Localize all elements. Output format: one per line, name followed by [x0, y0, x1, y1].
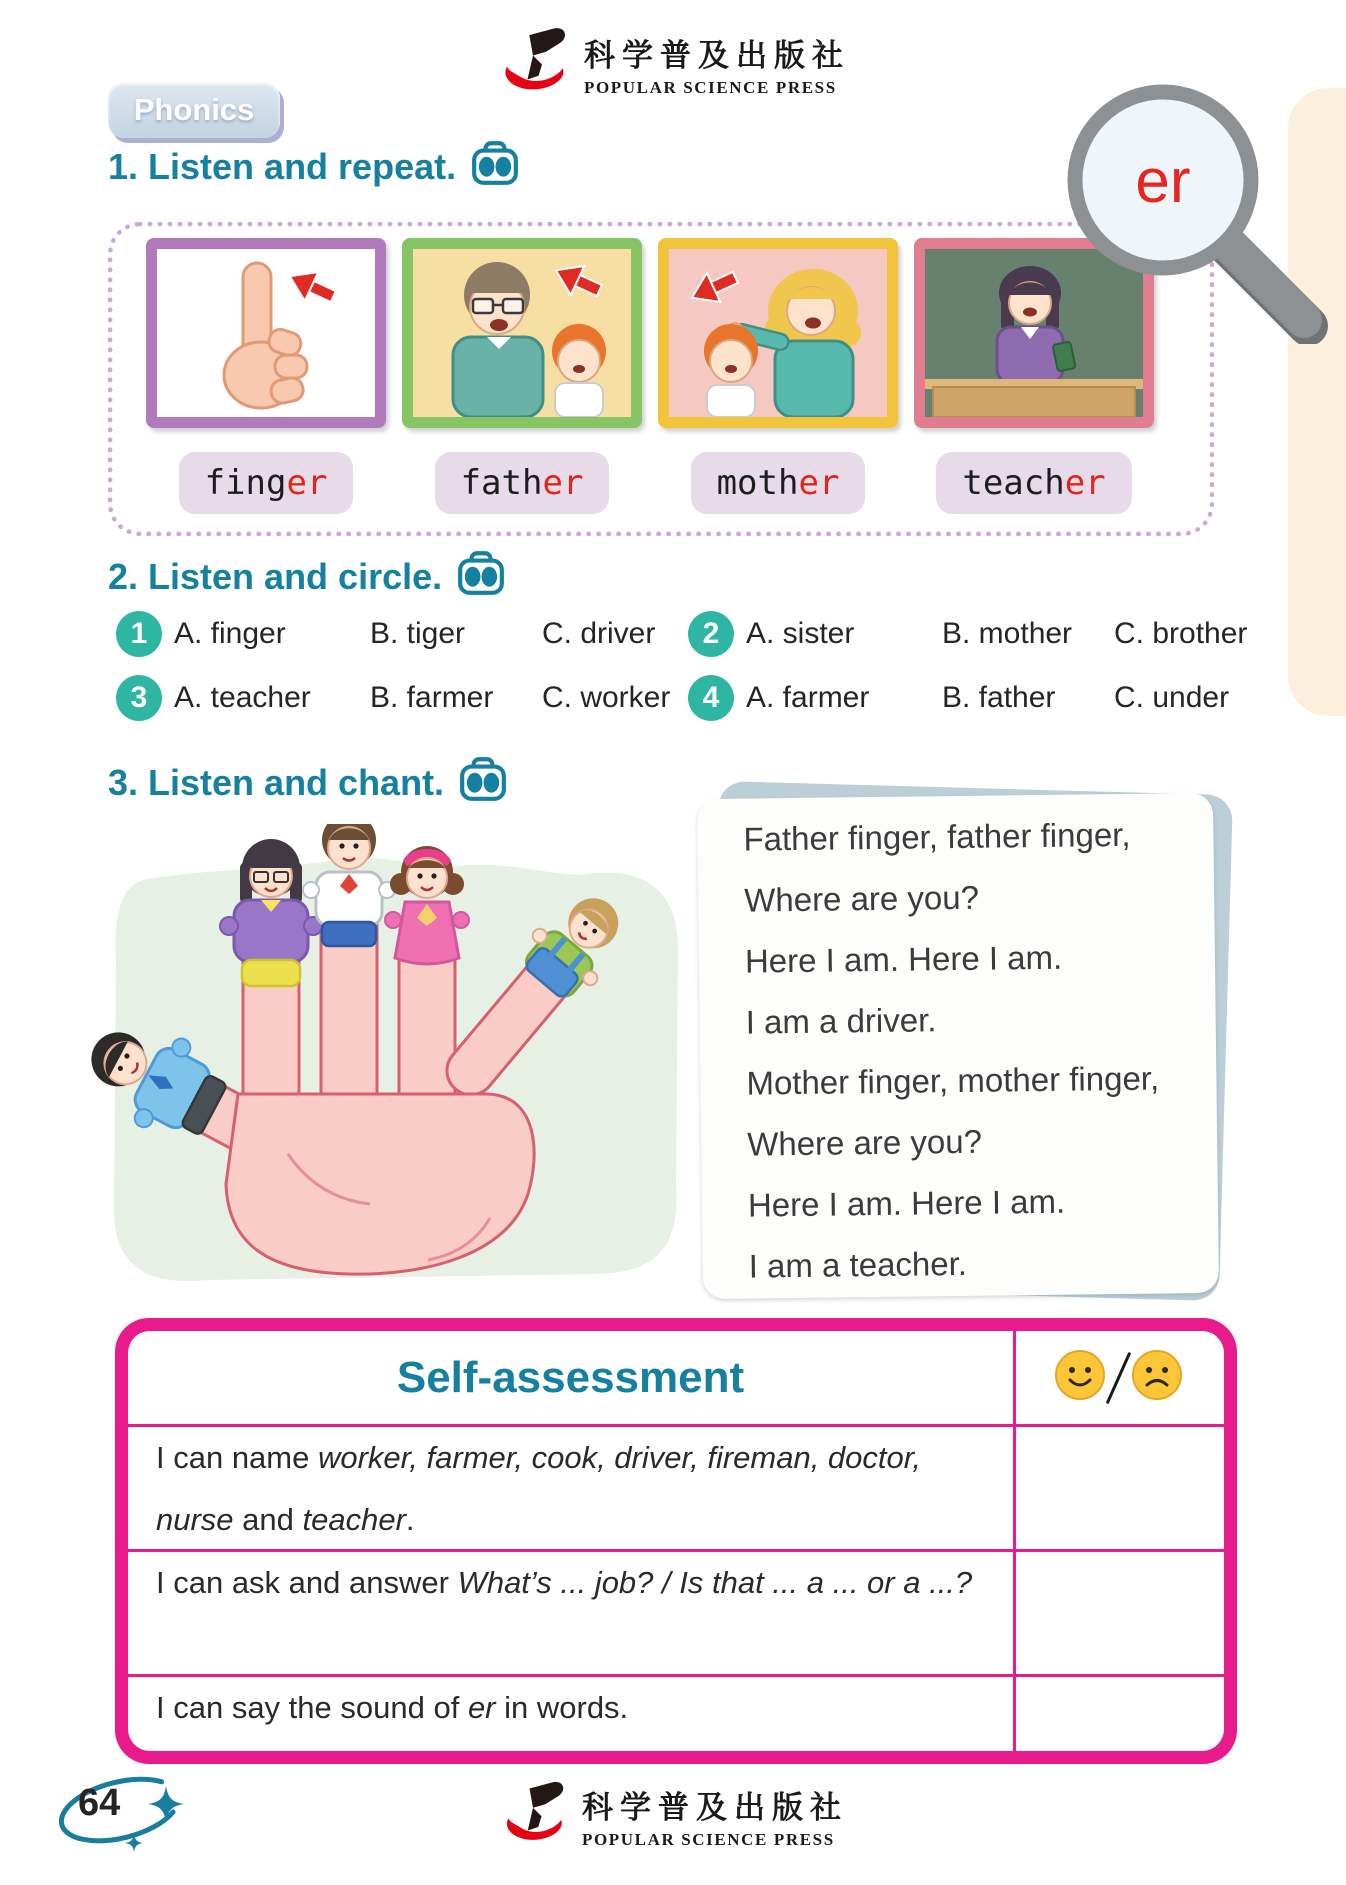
question-number-badge: 2 — [688, 611, 734, 657]
row-text-italic: What’s ... job? / Is that ... a ... or a ...? — [457, 1565, 973, 1600]
chant-card — [697, 793, 1219, 1299]
happy-face-icon — [1053, 1348, 1107, 1407]
phonics-badge: Phonics — [108, 82, 280, 138]
publisher-name-en: POPULAR SCIENCE PRESS — [582, 1829, 835, 1849]
word-base: fath — [460, 463, 543, 503]
section2-title-text: 2. Listen and circle. — [108, 555, 443, 597]
publisher-header — [496, 24, 850, 103]
option-a: A. sister — [746, 617, 855, 650]
chant-line: Here I am. Here I am. — [744, 938, 1063, 980]
publisher-logo-icon — [496, 24, 570, 103]
headphones-icon — [456, 548, 506, 605]
row-text-italic: worker, farmer, cook, driver, fireman, doctor, nurse — [156, 1440, 921, 1537]
option-c: C. driver — [542, 617, 656, 650]
word-finger — [179, 452, 354, 514]
headphones-icon — [470, 138, 520, 195]
assessment-row-3 — [156, 1677, 1001, 1739]
self-assessment-title: Self-assessment — [396, 1352, 745, 1402]
option-b: B. farmer — [370, 681, 494, 714]
assessment-row-1 — [156, 1427, 1001, 1551]
option-b: B. mother — [942, 617, 1073, 650]
assessment-row-2 — [156, 1552, 1001, 1614]
row-text: I can ask and answer — [156, 1565, 458, 1600]
row-text: I can say the sound of — [156, 1690, 468, 1725]
word-base: fing — [204, 463, 287, 503]
publisher-logo-icon — [498, 1778, 568, 1853]
word-mother — [691, 452, 866, 514]
word-er: er — [798, 463, 840, 503]
chant-line: Where are you? — [743, 878, 980, 919]
chant-line: Mother finger, mother finger, — [746, 1059, 1160, 1102]
chant-line: I am a teacher. — [748, 1244, 968, 1285]
page-number: 64 — [78, 1782, 121, 1824]
publisher-name-cn: 科学普及出版社 — [584, 37, 850, 74]
question-4 — [688, 670, 1229, 726]
card-mother — [658, 238, 898, 428]
word-er: er — [542, 463, 584, 503]
question-number-badge: 1 — [116, 611, 162, 657]
option-a: A. finger — [174, 617, 286, 650]
question-2 — [688, 606, 1247, 662]
word-er: er — [286, 463, 328, 503]
chant-line: Where are you? — [746, 1122, 983, 1163]
publisher-name-en: POPULAR SCIENCE PRESS — [584, 77, 837, 97]
publisher-name-cn: 科学普及出版社 — [582, 1789, 848, 1826]
magnifier-text: er — [1135, 147, 1191, 216]
option-c: C. brother — [1114, 617, 1248, 650]
option-a: A. teacher — [174, 681, 311, 714]
card-father — [402, 238, 642, 428]
finger-illustration — [157, 249, 375, 417]
chant-line: Father finger, father finger, — [743, 815, 1131, 858]
word-er: er — [1064, 463, 1106, 503]
chant-line: I am a driver. — [745, 1001, 937, 1041]
question-1 — [116, 606, 655, 662]
option-a: A. farmer — [746, 681, 870, 714]
word-father — [435, 452, 610, 514]
option-b: B. tiger — [370, 617, 466, 650]
section3-title-text: 3. Listen and chant. — [108, 761, 445, 803]
magnifier-er — [1064, 74, 1344, 349]
card-finger — [146, 238, 386, 428]
sad-face-icon — [1130, 1348, 1184, 1407]
option-c: C. worker — [542, 681, 671, 714]
question-number-badge: 3 — [116, 675, 162, 721]
word-teacher — [936, 452, 1131, 514]
chant-line: Here I am. Here I am. — [747, 1182, 1066, 1224]
headphones-icon — [458, 754, 508, 811]
option-c: C. under — [1114, 681, 1230, 714]
section1-title — [108, 138, 520, 195]
row-text: I can name — [156, 1440, 318, 1475]
magnifier-icon — [1064, 74, 1344, 344]
word-base: teach — [962, 463, 1065, 503]
question-3 — [116, 670, 670, 726]
word-base: moth — [716, 463, 799, 503]
row-text: in words. — [495, 1690, 629, 1725]
row-text: . — [405, 1502, 415, 1537]
question-number-badge: 4 — [688, 675, 734, 721]
option-b: B. father — [942, 681, 1056, 714]
row-text-italic: teacher — [302, 1502, 406, 1537]
row-text-italic: er — [467, 1690, 496, 1725]
page-number-decoration — [48, 1768, 218, 1868]
self-assessment-inner — [128, 1331, 1224, 1751]
assessment-faces — [1013, 1331, 1224, 1424]
section2-title — [108, 548, 506, 605]
section1-title-text: 1. Listen and repeat. — [108, 145, 457, 187]
picture-cards — [146, 238, 1154, 428]
publisher-footer — [498, 1778, 848, 1853]
word-labels — [146, 452, 1154, 514]
mother-illustration — [669, 249, 887, 417]
sparkle-icon — [148, 1786, 184, 1822]
father-illustration — [413, 249, 631, 417]
row-text: and — [233, 1502, 303, 1537]
slash-divider — [1106, 1351, 1132, 1403]
section3-title — [108, 754, 508, 811]
self-assessment-table — [115, 1318, 1237, 1764]
finger-puppets-illustration — [88, 824, 700, 1315]
